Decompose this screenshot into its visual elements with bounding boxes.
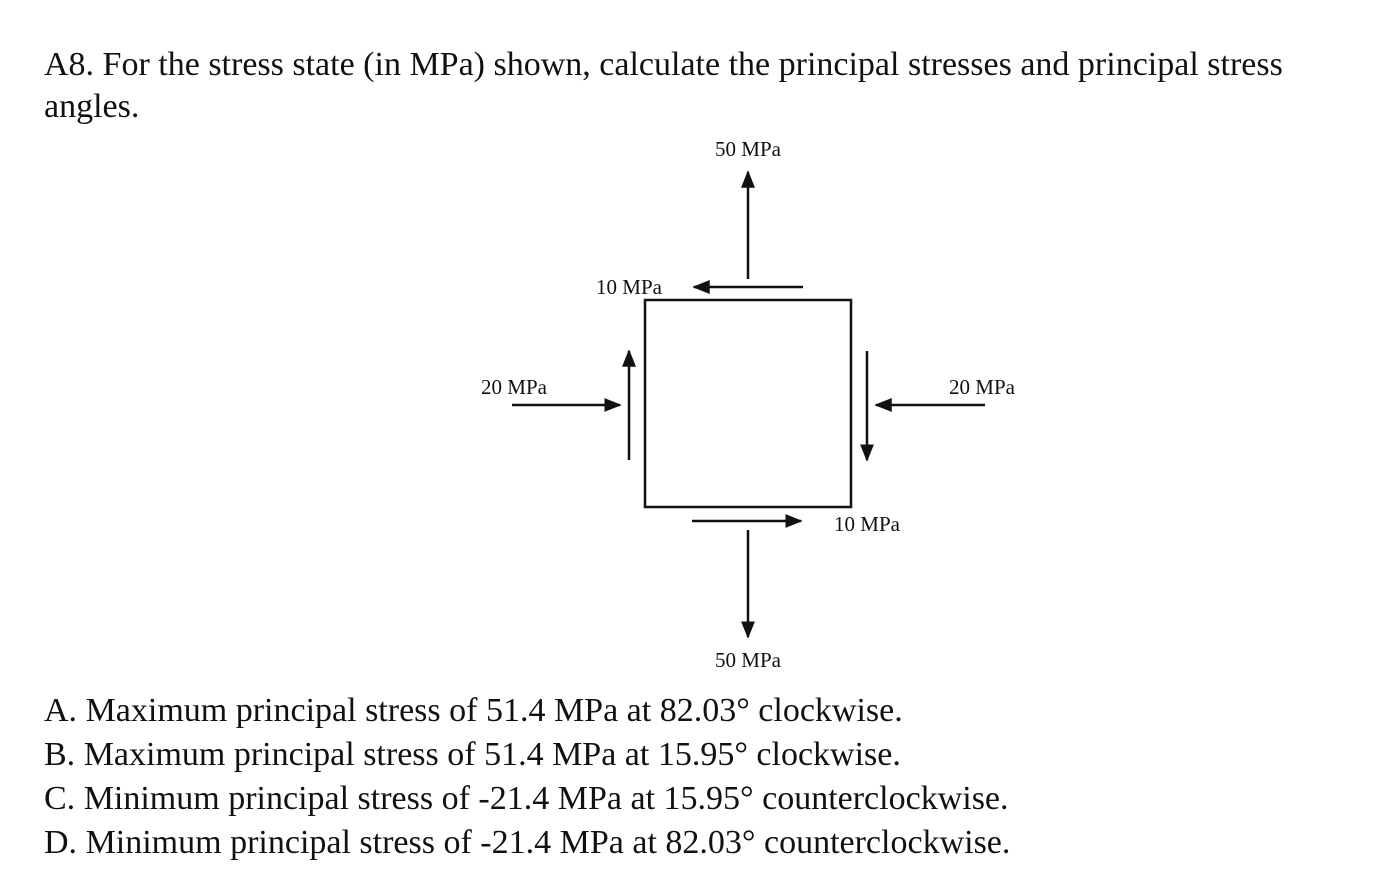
bottom-shear-label: 10 MPa [834,512,900,536]
option-d[interactable] [44,821,1010,865]
top-shear-label: 10 MPa [596,275,662,299]
option-text: Minimum principal stress of -21.4 MPa at 82.03° counterclockwise. [85,824,1011,861]
left-normal-label: 20 MPa [481,375,547,399]
option-letter: A. [44,692,78,729]
question-text: A8. For the stress state (in MPa) shown, calculate the principal stresses and principal stress angles. [44,46,1283,125]
answer-options [44,689,1010,865]
top-normal-label: 50 MPa [715,137,781,161]
option-b[interactable] [44,733,1010,777]
option-a[interactable] [44,689,1010,733]
option-letter: B. [44,736,76,773]
option-c[interactable] [44,777,1010,821]
stress-element [645,300,851,507]
option-letter: D. [44,824,78,861]
option-text: Maximum principal stress of 51.4 MPa at 82.03° clockwise. [85,692,903,729]
bottom-normal-label: 50 MPa [715,648,781,672]
option-text: Maximum principal stress of 51.4 MPa at 15.95° clockwise. [83,736,901,773]
right-normal-label: 20 MPa [949,375,1015,399]
option-letter: C. [44,780,76,817]
option-text: Minimum principal stress of -21.4 MPa at 15.95° counterclockwise. [83,780,1009,817]
